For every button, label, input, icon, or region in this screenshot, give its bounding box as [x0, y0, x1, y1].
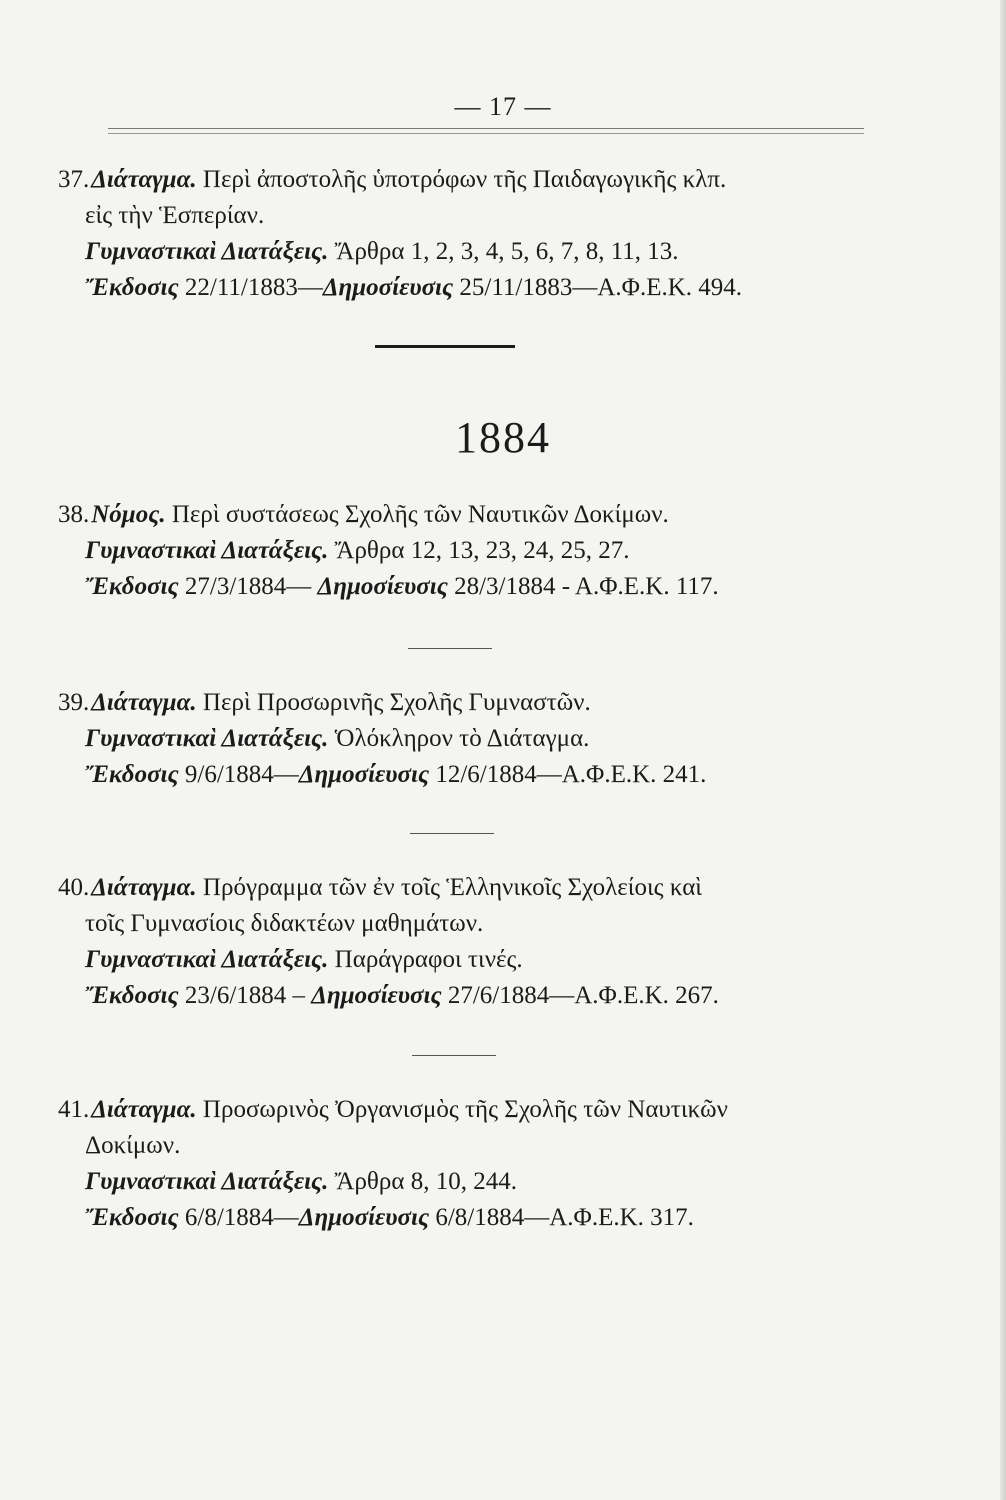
provisions-text: Ἄρθρα 12, 13, 23, 24, 25, 27. — [334, 537, 630, 564]
provisions-text: Παράγραφοι τινές. — [334, 946, 523, 973]
edition-label: Ἔκδοσις — [85, 1204, 179, 1231]
year-heading: 1884 — [455, 413, 551, 462]
entry-number: 40. — [58, 874, 90, 901]
publication-label: Δημοσίευσις — [317, 573, 448, 600]
entry-edition-line — [58, 569, 888, 605]
publication-text: 6/8/1884—Α.Φ.Ε.Κ. 317. — [435, 1204, 694, 1231]
edition-label: Ἔκδοσις — [85, 982, 179, 1009]
entry-number: 38. — [58, 501, 90, 528]
entry-title: Πρόγραμμα τῶν ἐν τοῖς Ἑλληνικοῖς Σχολείοις καὶ — [202, 874, 703, 901]
publication-text: 28/3/1884 - Α.Φ.Ε.Κ. 117. — [454, 573, 719, 600]
entry-provisions-line — [58, 942, 888, 978]
entry-divider — [412, 1055, 496, 1056]
entry-number: 39. — [58, 689, 90, 716]
entry-provisions-line — [58, 721, 888, 757]
entry-type: Διάταγμα. — [91, 689, 197, 716]
entry-title: Προσωρινὸς Ὀργανισμὸς τῆς Σχολῆς τῶν Ναυτικῶν — [202, 1096, 728, 1123]
header-rule — [108, 128, 864, 134]
entry-edition-line — [58, 270, 888, 306]
entry-edition-line — [58, 978, 888, 1014]
entry-title-line — [58, 497, 888, 533]
entry-divider — [408, 648, 492, 649]
edition-date: 22/11/1883— — [184, 274, 323, 301]
entry-divider — [410, 833, 494, 834]
entry-title: Περὶ ἀποστολῆς ὑποτρόφων τῆς Παιδαγωγικῆς κλπ. — [202, 166, 727, 193]
entry-type: Διάταγμα. — [91, 166, 197, 193]
entry-41 — [58, 1092, 888, 1236]
edition-label: Ἔκδοσις — [85, 761, 179, 788]
section-rule — [375, 345, 515, 348]
entry-provisions-line — [58, 1164, 888, 1200]
provisions-text: Ἄρθρα 8, 10, 244. — [334, 1168, 517, 1195]
entry-type: Διάταγμα. — [91, 874, 197, 901]
provisions-label: Γυμναστικαὶ Διατάξεις. — [85, 238, 329, 265]
publication-text: 12/6/1884—Α.Φ.Ε.Κ. 241. — [435, 761, 707, 788]
edition-label: Ἔκδοσις — [85, 573, 179, 600]
entry-title-continuation: τοῖς Γυμνασίοις διδακτέων μαθημάτων. — [85, 910, 484, 937]
publication-label: Δημοσίευσις — [322, 274, 454, 301]
entry-title-line — [58, 1092, 888, 1128]
entry-title-line — [58, 162, 888, 198]
publication-label: Δημοσίευσις — [298, 761, 430, 788]
provisions-label: Γυμναστικαὶ Διατάξεις. — [85, 537, 329, 564]
edition-date: 9/6/1884— — [184, 761, 299, 788]
page-number: — 17 — — [454, 92, 552, 121]
entry-38 — [58, 497, 888, 605]
entry-edition-line — [58, 1200, 888, 1236]
entry-provisions-line — [58, 234, 888, 270]
provisions-label: Γυμναστικαὶ Διατάξεις. — [85, 1168, 329, 1195]
entry-title-line — [58, 870, 888, 906]
entry-number: 37. — [58, 166, 90, 193]
entry-title: Περὶ Προσωρινῆς Σχολῆς Γυμναστῶν. — [202, 689, 591, 716]
edition-label: Ἔκδοσις — [85, 274, 179, 301]
provisions-text: Ὁλόκληρον τὸ Διάταγμα. — [334, 725, 590, 752]
entry-title-continuation: εἰς τὴν Ἑσπερίαν. — [85, 202, 265, 229]
provisions-label: Γυμναστικαὶ Διατάξεις. — [85, 725, 329, 752]
entry-number: 41. — [58, 1096, 90, 1123]
publication-label: Δημοσίευσις — [298, 1204, 430, 1231]
entry-provisions-line — [58, 533, 888, 569]
provisions-text: Ἄρθρα 1, 2, 3, 4, 5, 6, 7, 8, 11, 13. — [334, 238, 679, 265]
publication-text: 25/11/1883—Α.Φ.Ε.Κ. 494. — [459, 274, 743, 301]
entry-37 — [58, 162, 888, 306]
provisions-label: Γυμναστικαὶ Διατάξεις. — [85, 946, 329, 973]
entry-edition-line — [58, 757, 888, 793]
edition-date: 27/3/1884— — [184, 573, 318, 600]
edition-date: 23/6/1884 – — [184, 982, 312, 1009]
entry-type: Νόμος. — [91, 501, 166, 528]
edition-date: 6/8/1884— — [184, 1204, 299, 1231]
entry-title: Περὶ συστάσεως Σχολῆς τῶν Ναυτικῶν Δοκίμων. — [171, 501, 669, 528]
entry-type: Διάταγμα. — [91, 1096, 197, 1123]
entry-39 — [58, 685, 888, 793]
entry-40 — [58, 870, 888, 1014]
entry-title-line — [58, 685, 888, 721]
publication-label: Δημοσίευσις — [311, 982, 442, 1009]
publication-text: 27/6/1884—Α.Φ.Ε.Κ. 267. — [447, 982, 719, 1009]
page-edge — [1000, 0, 1006, 1500]
entry-title-continuation: Δοκίμων. — [85, 1132, 181, 1159]
